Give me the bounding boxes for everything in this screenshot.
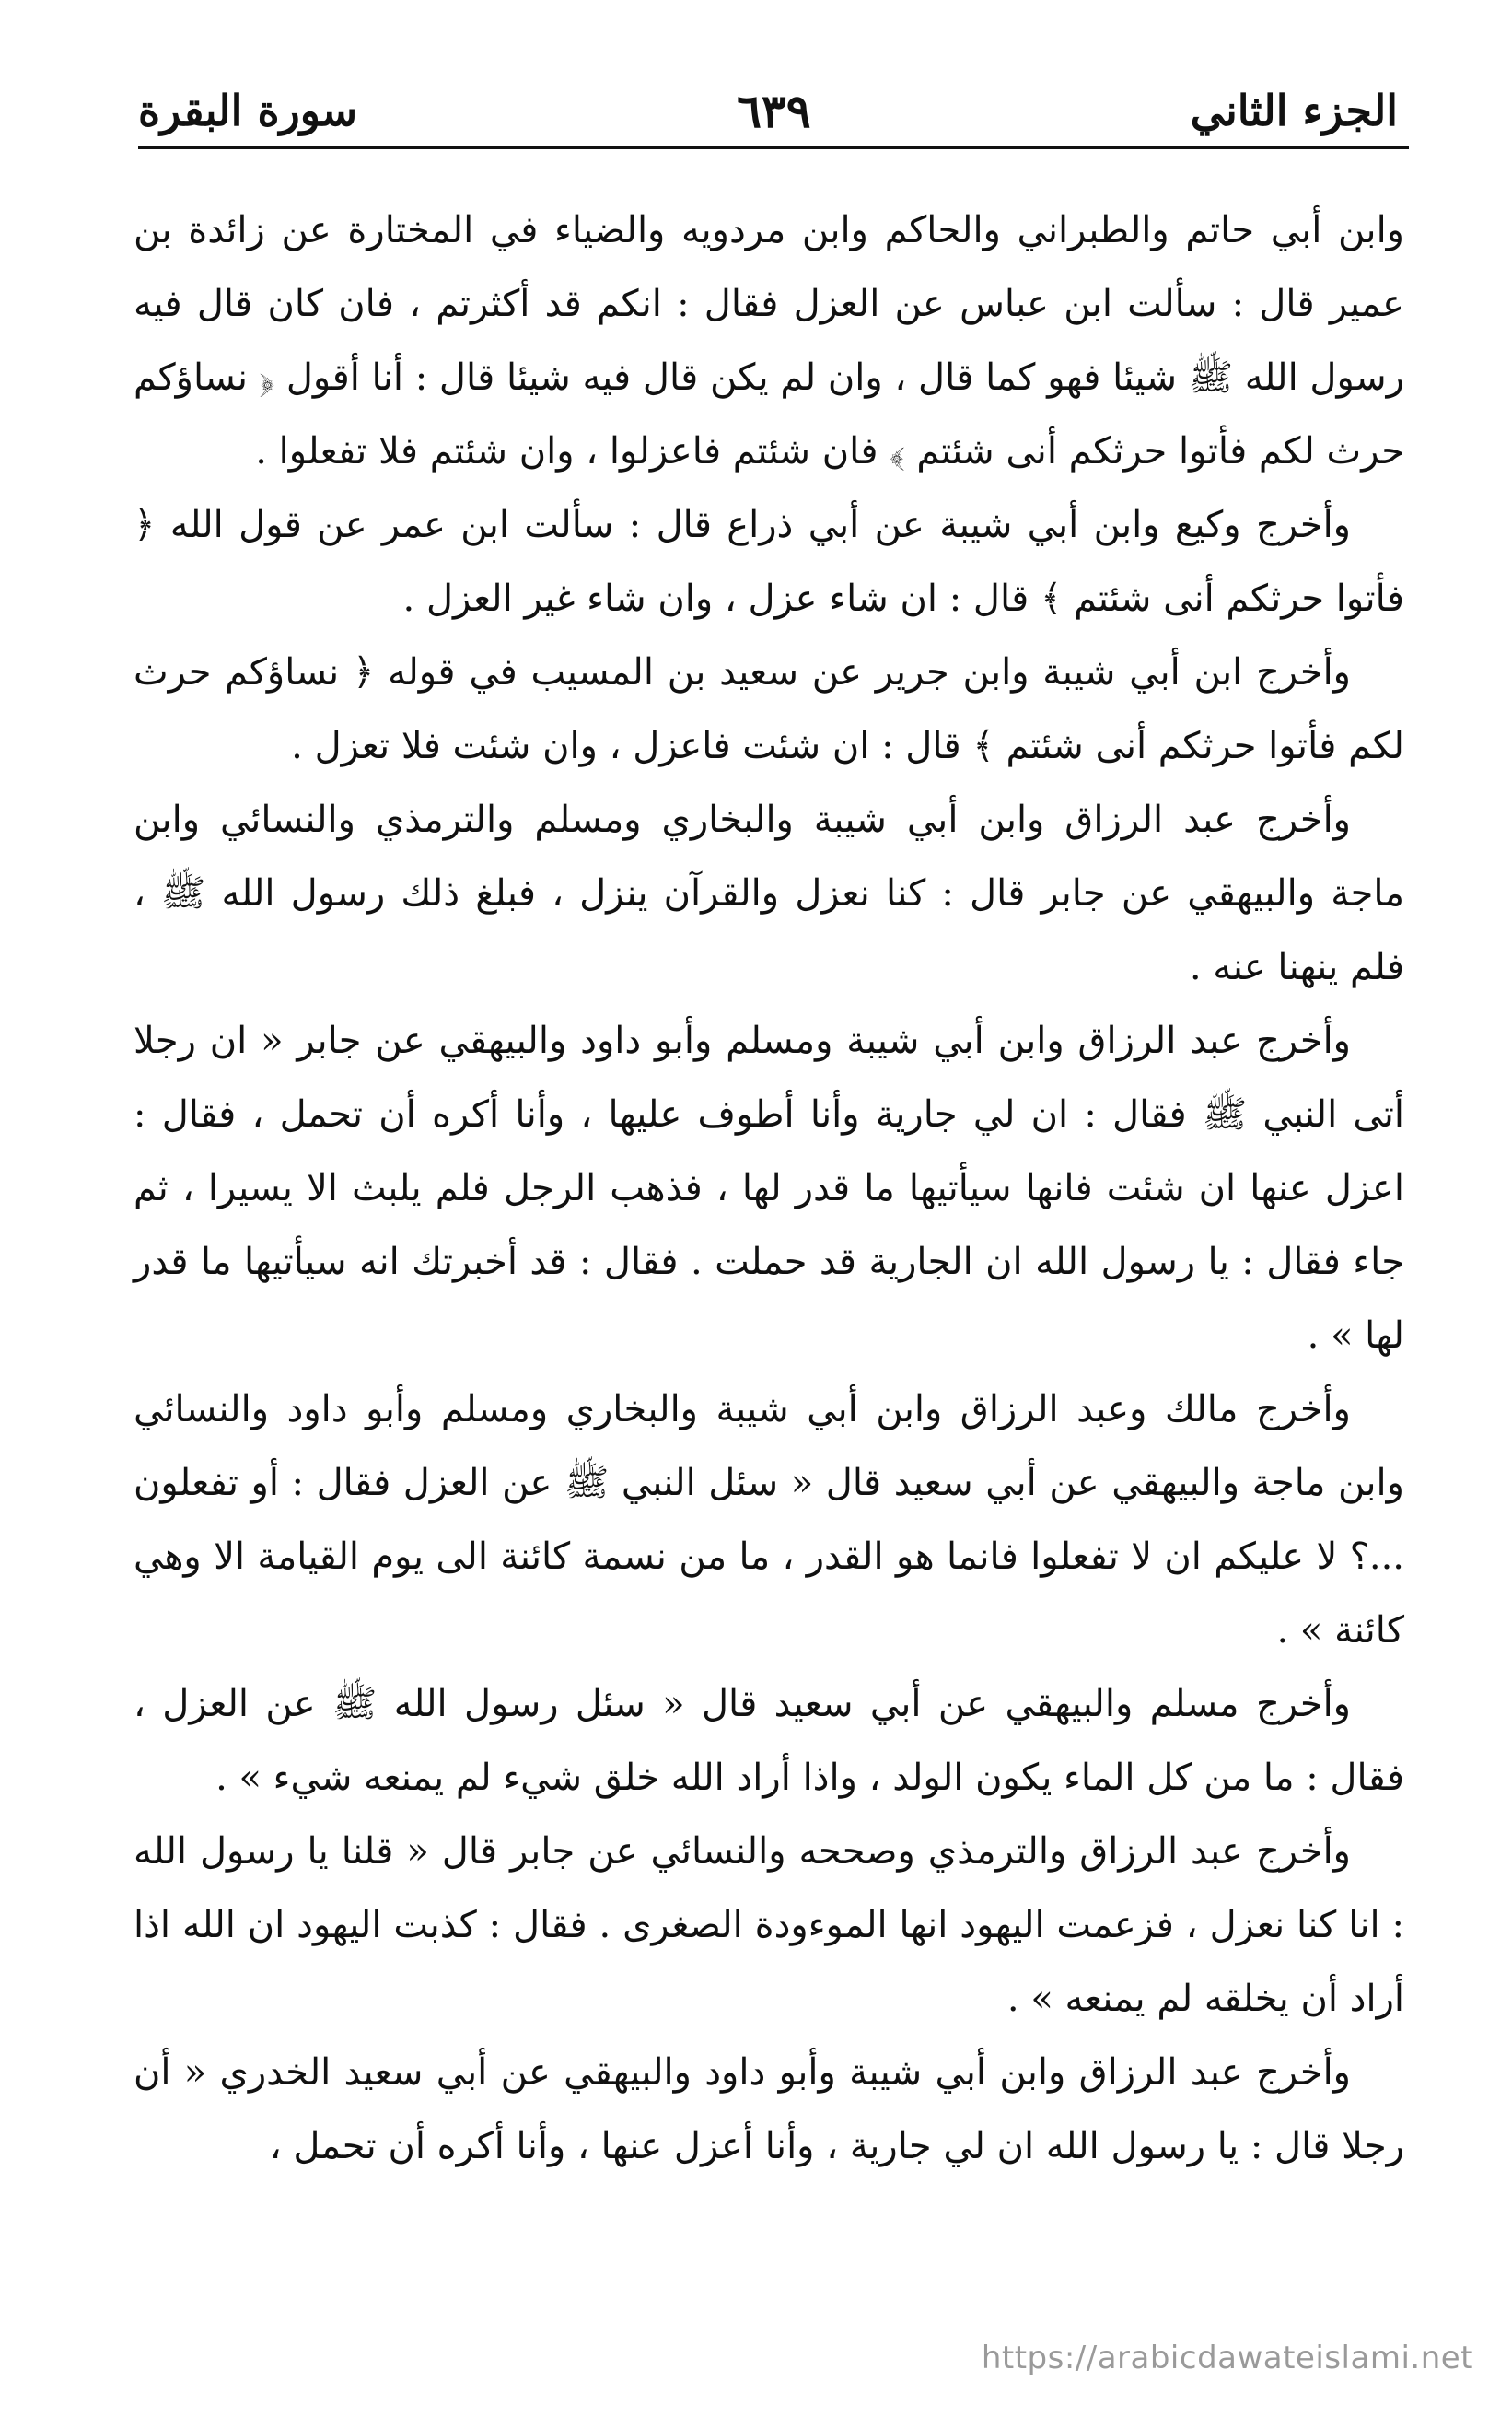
paragraph: وأخرج مالك وعبد الرزاق وابن أبي شيبة والبخاري ومسلم وأبو داود والنسائي وابن ماجة والبيهقي عن أبي سعيد قال « سئل النبي ﷺ عن العزل فقال : أو تفعلون ...؟ لا عليكم ان لا تفعلوا فانما هو القدر ، ما من نسمة كائنة الى يوم القيامة الا وهي كائنة » . [134, 1388, 1404, 1652]
paragraph: وأخرج وكيع وابن أبي شيبة عن أبي ذراع قال : سألت ابن عمر عن قول الله ﴿ فأتوا حرثكم أنى شئتم ﴾ قال : ان شاء عزل ، وان شاء غير العزل . [134, 504, 1404, 620]
paragraph: وأخرج ابن أبي شيبة وابن جرير عن سعيد بن المسيب في قوله ﴿ نساؤكم حرث لكم فأتوا حرثكم أنى شئتم ﴾ قال : ان شئت فاعزل ، وان شئت فلا تعزل . [134, 651, 1404, 767]
watermark-url: https://arabicdawateislami.net [981, 2340, 1473, 2376]
page-number: ٦٣٩ [737, 83, 811, 138]
surah-label: سورة البقرة [138, 86, 358, 135]
header-rule [138, 146, 1409, 149]
paragraph: وابن أبي حاتم والطبراني والحاكم وابن مردويه والضياء في المختارة عن زائدة بن عمير قال : سألت ابن عباس عن العزل فقال : انكم قد أكثرتم ، فان كان قال فيه رسول الله ﷺ شيئا فهو كما قال ، وان لم يكن قال فيه شيئا قال : أنا أقول ﴿ نساؤكم حرث لكم فأتوا حرثكم أنى شئتم ﴾ فان شئتم فاعزلوا ، وان شئتم فلا تفعلوا . [134, 209, 1404, 473]
paragraph: وأخرج عبد الرزاق والترمذي وصححه والنسائي عن جابر قال « قلنا يا رسول الله : انا كنا نعزل ، فزعمت اليهود انها الموءودة الصغرى . فقال : كذبت اليهود ان الله اذا أراد أن يخلقه لم يمنعه » . [134, 1830, 1404, 2020]
paragraph: وأخرج عبد الرزاق وابن أبي شيبة والبخاري ومسلم والترمذي والنسائي وابن ماجة والبيهقي عن جابر قال : كنا نعزل والقرآن ينزل ، فبلغ ذلك رسول الله ﷺ ، فلم ينهنا عنه . [134, 799, 1404, 988]
running-head [138, 64, 1398, 157]
body-text [134, 193, 1404, 2183]
paragraph: وأخرج مسلم والبيهقي عن أبي سعيد قال « سئل رسول الله ﷺ عن العزل ، فقال : ما من كل الماء يكون الولد ، واذا أراد الله خلق شيء لم يمنعه شيء » . [134, 1683, 1404, 1799]
paragraph: وأخرج عبد الرزاق وابن أبي شيبة ومسلم وأبو داود والبيهقي عن جابر « ان رجلا أتى النبي ﷺ فقال : ان لي جارية وأنا أطوف عليها ، وأنا أكره أن تحمل ، فقال : اعزل عنها ان شئت فانها سيأتيها ما قدر لها ، فذهب الرجل فلم يلبث الا يسيرا ، ثم جاء فقال : يا رسول الله ان الجارية قد حملت . فقال : قد أخبرتك انه سيأتيها ما قدر لها » . [134, 1020, 1405, 1357]
paragraph: وأخرج عبد الرزاق وابن أبي شيبة وأبو داود والبيهقي عن أبي سعيد الخدري « أن رجلا قال : يا رسول الله ان لي جارية ، وأنا أعزل عنها ، وأنا أكره أن تحمل ، [134, 2051, 1404, 2167]
juz-label: الجزء الثاني [1190, 86, 1398, 135]
